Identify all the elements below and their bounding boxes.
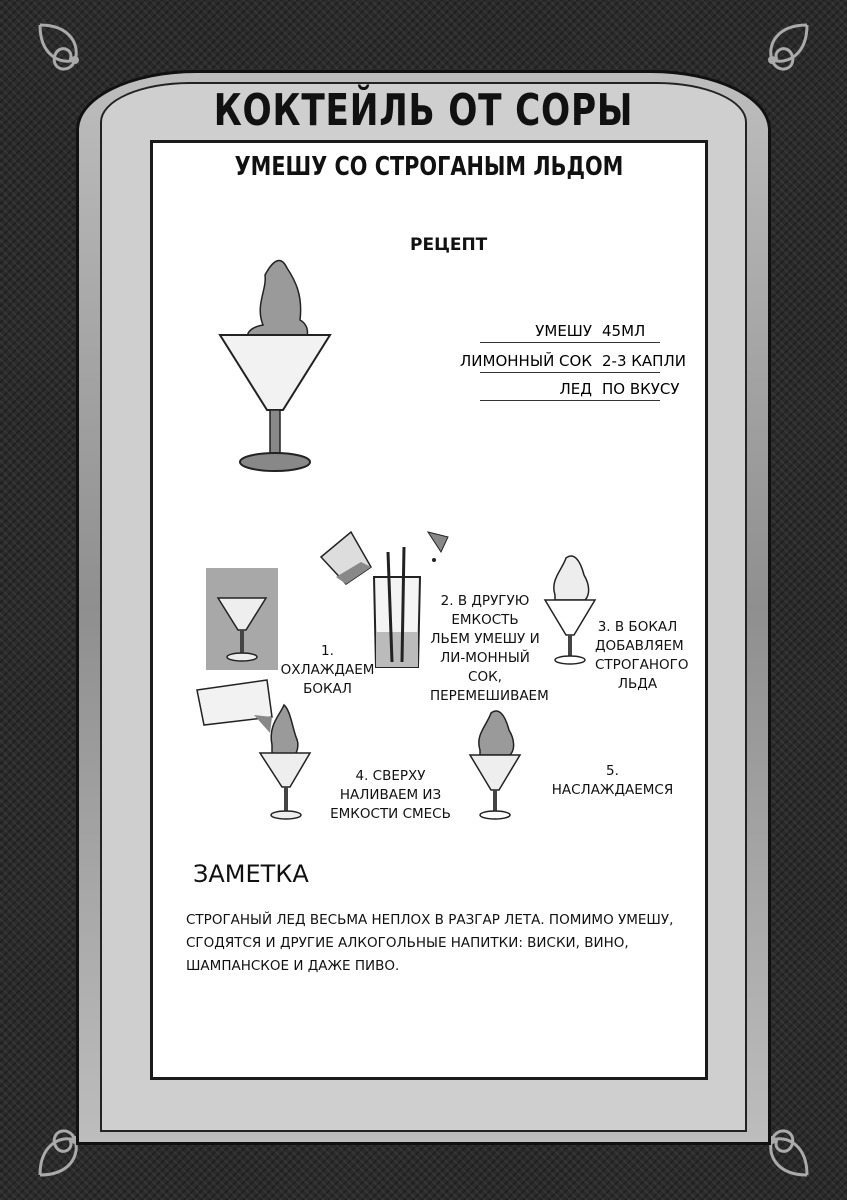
recipe-heading: РЕЦЕПТ	[410, 235, 488, 255]
ingredient-name: ЛЕД	[559, 380, 592, 398]
ingredient-name: УМЕШУ	[535, 322, 592, 340]
ingredient-amount: 2-3 КАПЛИ	[602, 352, 686, 370]
ingredient-amount: 45МЛ	[602, 322, 646, 340]
step-2-text: 2. В ДРУГУЮ ЕМКОСТЬ ЛЬЕМ УМЕШУ И ЛИ-МОННЫЙ СОК, ПЕРЕМЕШИВАЕМ	[430, 593, 549, 704]
chilled-glass-icon	[206, 568, 278, 670]
note-body: СТРОГАНЫЙ ЛЕД ВЕСЬМА НЕПЛОХ В РАЗГАР ЛЕТА. ПОМИМО УМЕШУ, СГОДЯТСЯ И ДРУГИЕ АЛКОГОЛЬНЫЕ НАПИТКИ: ВИСКИ, ВИНО, ШАМПАНСКОЕ И ДАЖЕ ПИВО.	[186, 912, 674, 974]
ingredient-name: ЛИМОННЫЙ СОК	[460, 352, 592, 370]
note-heading: ЗАМЕТКА	[193, 860, 309, 888]
ingredient-underline	[480, 400, 660, 401]
ice-glass-icon	[540, 550, 600, 670]
finished-cocktail-icon	[465, 705, 525, 825]
ingredient-underline	[480, 342, 660, 343]
step-5-text: 5. НАСЛАЖДАЕМСЯ	[551, 763, 674, 798]
ingredient-underline	[480, 372, 660, 373]
cocktail-glass-illustration	[215, 250, 335, 485]
step-3-text: 3. В БОКАЛ ДОБАВЛЯЕМ СТРОГАНОГО ЛЬДА	[595, 619, 689, 692]
step-4-text: 4. СВЕРХУ НАЛИВАЕМ ИЗ ЕМКОСТИ СМЕСЬ	[330, 768, 451, 822]
cocktail-name: УМЕШУ СО СТРОГАНЫМ ЛЬДОМ	[234, 152, 624, 182]
ingredient-amount: ПО ВКУСУ	[602, 380, 680, 398]
step-1-text: 1. ОХЛАЖДАЕМ БОКАЛ	[280, 643, 375, 697]
page-title: КОКТЕЙЛЬ ОТ СОРЫ	[213, 85, 634, 136]
